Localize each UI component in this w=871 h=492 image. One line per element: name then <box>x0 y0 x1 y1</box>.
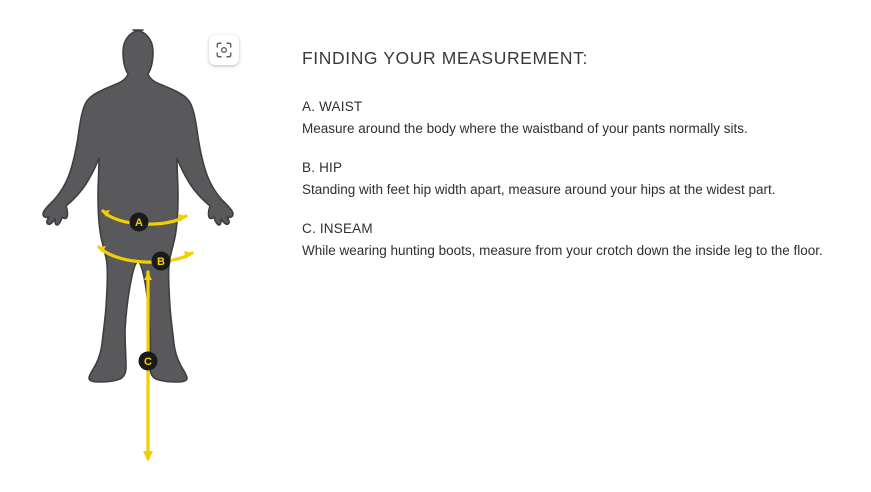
measurement-item-inseam-body: While wearing hunting boots, measure from your crotch down the inside leg to the floor. <box>302 243 823 259</box>
marker-badge-a-label: A <box>135 217 143 229</box>
marker-badge-c-label: C <box>144 356 152 368</box>
body-measurement-illustration <box>0 0 280 492</box>
measurement-item-hip <box>302 160 845 199</box>
google-lens-search-button[interactable] <box>209 35 239 65</box>
marker-badge-b <box>152 252 171 271</box>
figure-pane <box>0 0 280 492</box>
marker-badge-b-label: B <box>157 256 165 268</box>
measurement-item-inseam <box>302 221 845 260</box>
measurement-instructions-pane <box>280 0 871 492</box>
measurement-item-waist <box>302 99 845 138</box>
body-silhouette <box>43 30 233 382</box>
lens-icon <box>215 41 233 59</box>
measurement-item-inseam-title: C. INSEAM <box>302 221 373 237</box>
page-title: FINDING YOUR MEASUREMENT: <box>302 48 588 68</box>
marker-badge-c <box>139 352 158 371</box>
measurement-item-waist-body: Measure around the body where the waistband of your pants normally sits. <box>302 121 748 136</box>
measurement-item-waist-title: A. WAIST <box>302 99 363 114</box>
measurement-item-hip-title: B. HIP <box>302 160 343 176</box>
measurement-item-hip-body: Standing with feet hip width apart, measure around your hips at the widest part. <box>302 182 776 198</box>
marker-badge-a <box>130 213 149 232</box>
